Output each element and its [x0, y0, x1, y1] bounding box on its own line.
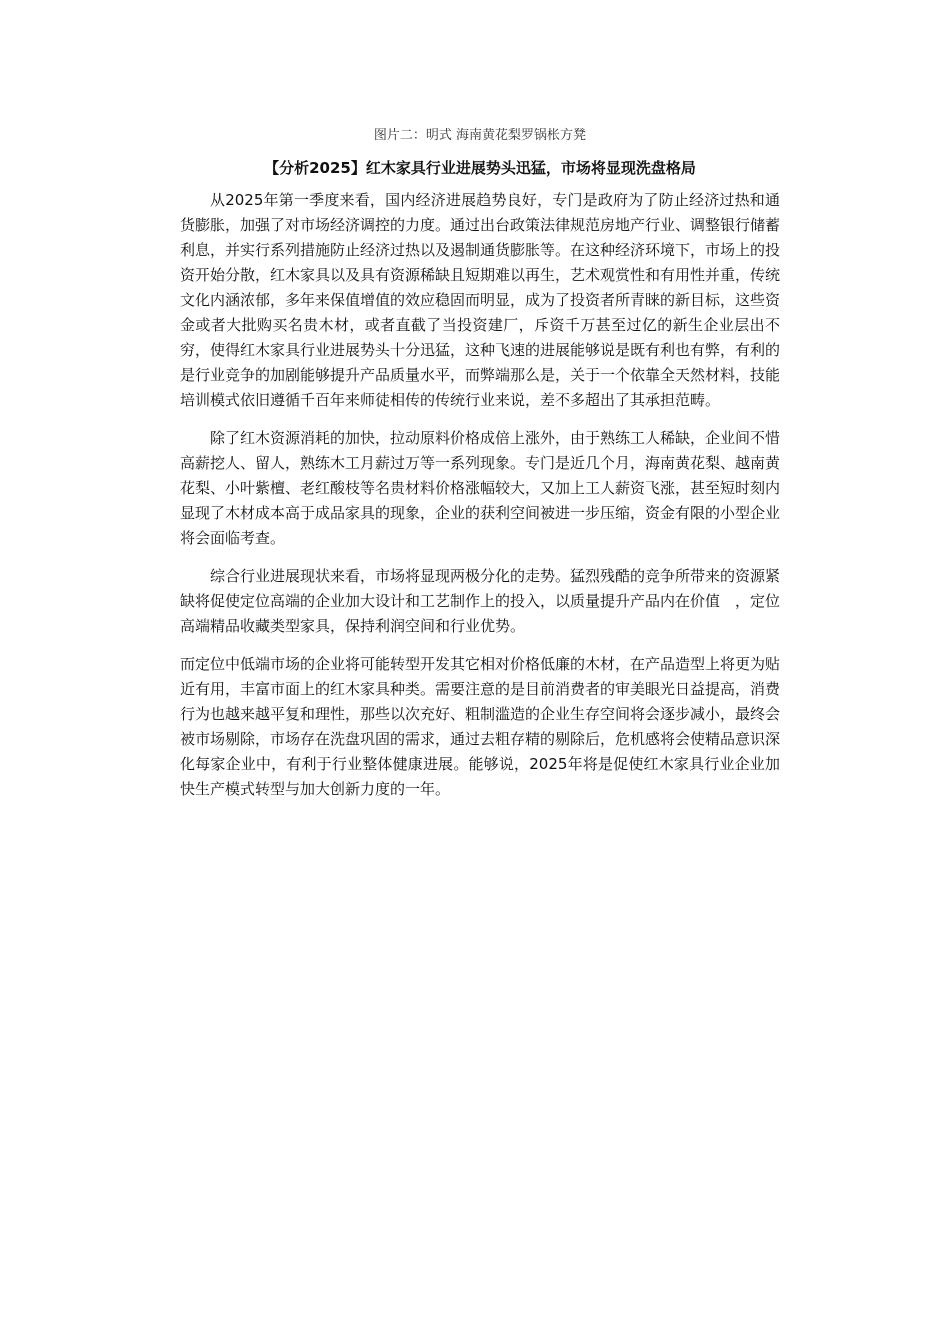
- article-headline: 【分析2025】红木家具行业进展势头迅猛，市场将显现洗盘格局: [264, 159, 696, 177]
- paragraph-3: 综合行业进展现状来看，市场将显现两极分化的走势。猛烈残酷的竞争所带来的资源紧缺将促使定位高端的企业加大设计和工艺制作上的投入，以质量提升产品内在价值 ，定位高端精品收藏类型家具，保持利润空间和行业优势。: [180, 567, 781, 635]
- paragraph-2: 除了红木资源消耗的加快，拉动原料价格成倍上涨外，由于熟练工人稀缺，企业间不惜高薪挖人、留人，熟练木工月薪过万等一系列现象。专门是近几个月，海南黄花梨、越南黄花梨、小叶紫檀、老红酸枝等名贵材料价格涨幅较大，又加上工人薪资飞涨，甚至短时刻内显现了木材成本高于成品家具的现象，企业的获利空间被进一步压缩，资金有限的小型企业将会面临考查。: [180, 429, 781, 547]
- document-content: [180, 126, 780, 815]
- image-caption: 图片二：明式 海南黄花梨罗锅枨方凳: [373, 128, 587, 143]
- paragraph-4: 而定位中低端市场的企业将可能转型开发其它相对价格低廉的木材，在产品造型上将更为贴近有用，丰富市面上的红木家具种类。需要注意的是目前消费者的审美眼光日益提高，消费行为也越来越平复和理性，那些以次充好、粗制滥造的企业生存空间将会逐步减小，最终会被市场剔除，市场存在洗盘巩固的需求，通过去粗存精的剔除后，危机感将会使精品意识深化每家企业中，有利于行业整体健康进展。能够说，2025年将是促使红木家具行业企业加快生产模式转型与加大创新力度的一年。: [180, 655, 781, 798]
- paragraph-1: 从2025年第一季度来看，国内经济进展趋势良好，专门是政府为了防止经济过热和通货膨胀，加强了对市场经济调控的力度。通过出台政策法律规范房地产行业、调整银行储蓄利息，并实行系列措施防止经济过热以及遏制通货膨胀等。在这种经济环境下，市场上的投资开始分散，红木家具以及具有资源稀缺且短期难以再生，艺术观赏性和有用性并重，传统文化内涵浓郁，多年来保值增值的效应稳固而明显，成为了投资者所青睐的新目标，这些资金或者大批购买名贵木材，或者直截了当投资建厂，斥资千万甚至过亿的新生企业层出不穷，使得红木家具行业进展势头十分迅猛，这种飞速的进展能够说是既有利也有弊，有利的是行业竞争的加剧能够提升产品质量水平，而弊端那么是，关于一个依靠全天然材料，技能培训模式依旧遵循千百年来师徒相传的传统行业来说，差不多超出了其承担范畴。: [180, 191, 781, 409]
